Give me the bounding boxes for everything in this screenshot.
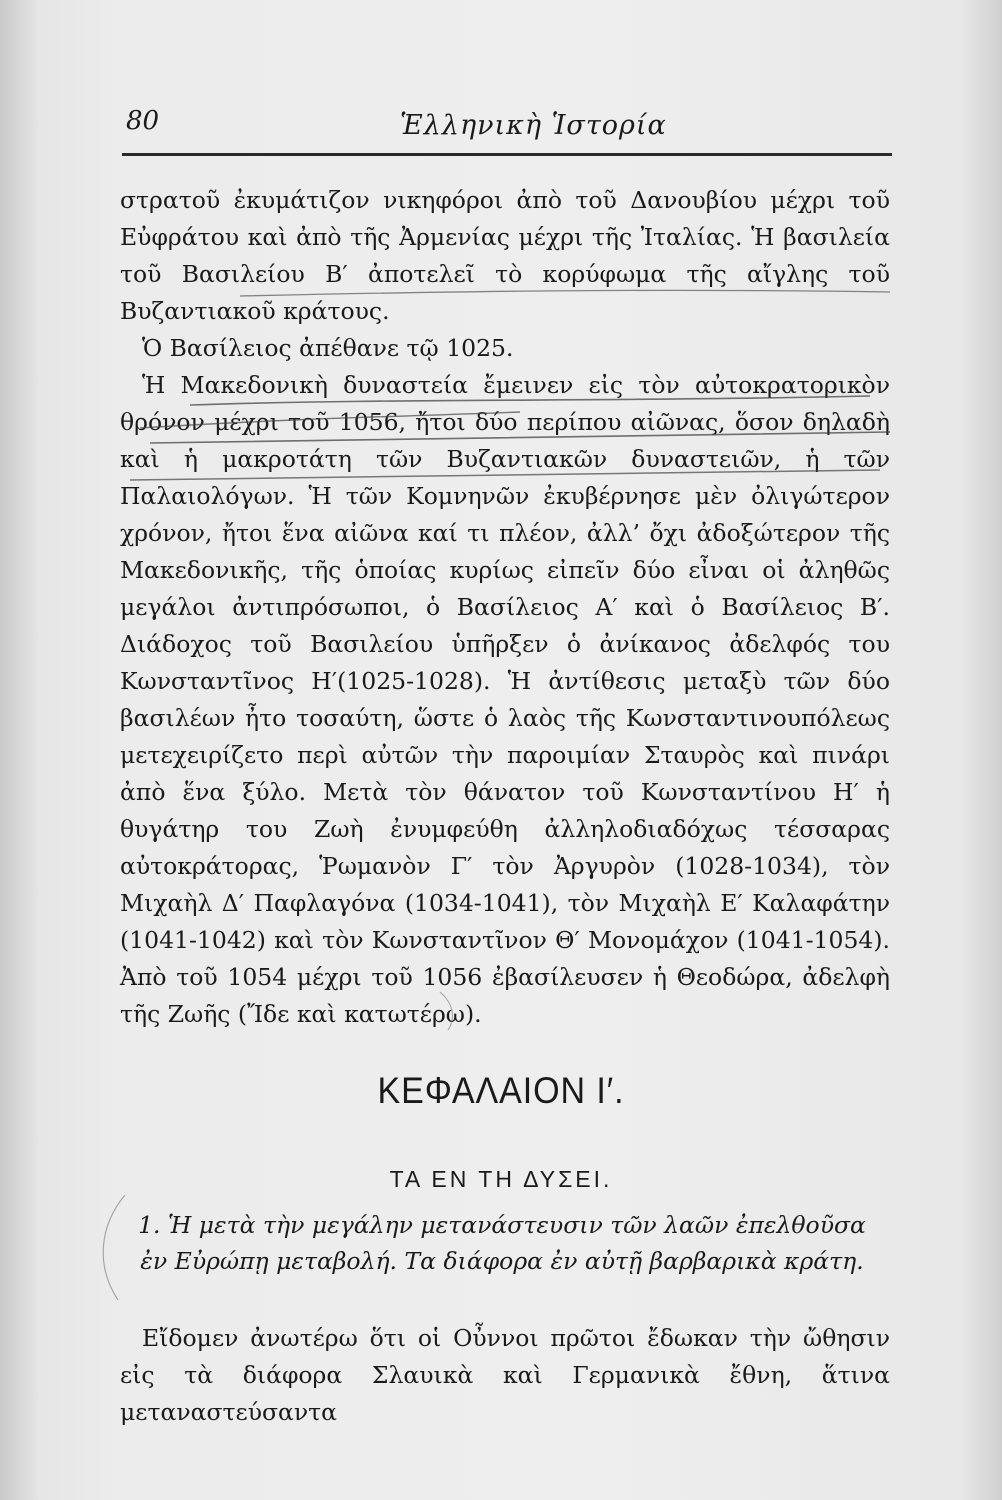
page-header: [120, 98, 890, 148]
body-text: [120, 182, 890, 1033]
header-rule: [122, 153, 892, 156]
pencil-margin-bracket: [103, 1195, 125, 1300]
paragraph-1: στρατοῦ ἐκυμάτιζον νικηφόροι ἀπὸ τοῦ Δανουβίου μέχρι τοῦ Εὐφράτου καὶ ἀπὸ τῆς Ἀρμενίας μέχρι τῆς Ἰταλίας. Ἡ βασιλεία τοῦ Βασιλείου Β′ ἀποτελεῖ τὸ κορύφωμα τῆς αἴγλης τοῦ Βυζαντιακοῦ κράτους.: [120, 186, 890, 325]
paragraph-3: Ἡ Μακεδονικὴ δυναστεία ἔμεινεν εἰς τὸν αὐτοκρατορικὸν θρόνον μέχρι τοῦ 1056, ἤτοι δύο περίπου αἰῶνας, ὅσον δηλαδὴ καὶ ἡ μακροτάτη τῶν Βυζαντιακῶν δυναστειῶν, ἡ τῶν Παλαιολόγων. Ἡ τῶν Κομνηνῶν ἐκυβέρνησε μὲν ὀλιγώτερον χρόνον, ἤτοι ἕνα αἰῶνα καί τι πλέον, ἀλλ’ ὄχι ἀδοξώτερον τῆς Μακεδονικῆς, τῆς ὁποίας κυρίως εἰπεῖν δύο εἶναι οἱ ἀληθῶς μεγάλοι ἀντιπρόσωποι, ὁ Βασίλειος Α′ καὶ ὁ Βασίλειος Β′. Διάδοχος τοῦ Βασιλείου ὑπῆρξεν ὁ ἀνίκανος ἀδελφός του Κωνσταντῖνος Η′(1025-1028). Ἡ ἀντίθεσις μεταξὺ τῶν δύο βασιλέων ἦτο τοσαύτη, ὥστε ὁ λαὸς τῆς Κωνσταντινουπόλεως μετεχειρίζετο περὶ αὐτῶν τὴν παροιμίαν Σταυρὸς καὶ πινάρι ἀπὸ ἕνα ξύλο. Μετὰ τὸν θάνατον τοῦ Κωνσταντίνου Η′ ἡ θυγάτηρ του Ζωὴ ἐνυμφεύθη ἀλληλοδιαδόχως τέσσαρας αὐτοκράτορας, Ῥωμανὸν Γ′ τὸν Ἀργυρὸν (1028-1034), τὸν Μιχαὴλ Δ′ Παφλαγόνα (1034-1041), τὸν Μιχαὴλ Ε′ Καλαφάτην (1041-1042) καὶ τὸν Κωνσταντῖνον Θ′ Μονομάχον (1041-1054). Ἀπὸ τοῦ 1054 μέχρι τοῦ 1056 ἐβασίλευσεν ἡ Θεοδώρα, ἀδελφὴ τῆς Ζωῆς (Ἴδε καὶ κατωτέρω).: [120, 371, 890, 1028]
intro-paragraph: Εἴδομεν ἀνωτέρω ὅτι οἱ Οὖννοι πρῶτοι ἔδωκαν τὴν ὤθησιν εἰς τὰ διάφορα Σλαυικὰ καὶ Γερμανικὰ ἔθνη, ἅτινα μεταναστεύσαντα: [120, 1324, 890, 1426]
paragraph-2: Ὁ Βασίλειος ἀπέθανε τῷ 1025.: [142, 334, 514, 362]
subsection-heading: 1. Ἡ μετὰ τὴν μεγάλην μετανάστευσιν τῶν λαῶν ἐπελθοῦσα ἐν Εὐρώπῃ μεταβολή. Τα διάφορα ἐν αὐτῇ βαρβαρικὰ κράτη.: [138, 1211, 866, 1275]
page-number: 80: [126, 106, 160, 136]
chapter-title: ΚΕΦΑΛΑΙΟΝ Ι′.: [377, 1070, 625, 1111]
running-title: Ἑλληνικὴ Ἱστορία: [400, 110, 667, 141]
section-title: ΤΑ ΕΝ ΤΗ ΔΥΣΕΙ.: [389, 1166, 613, 1192]
